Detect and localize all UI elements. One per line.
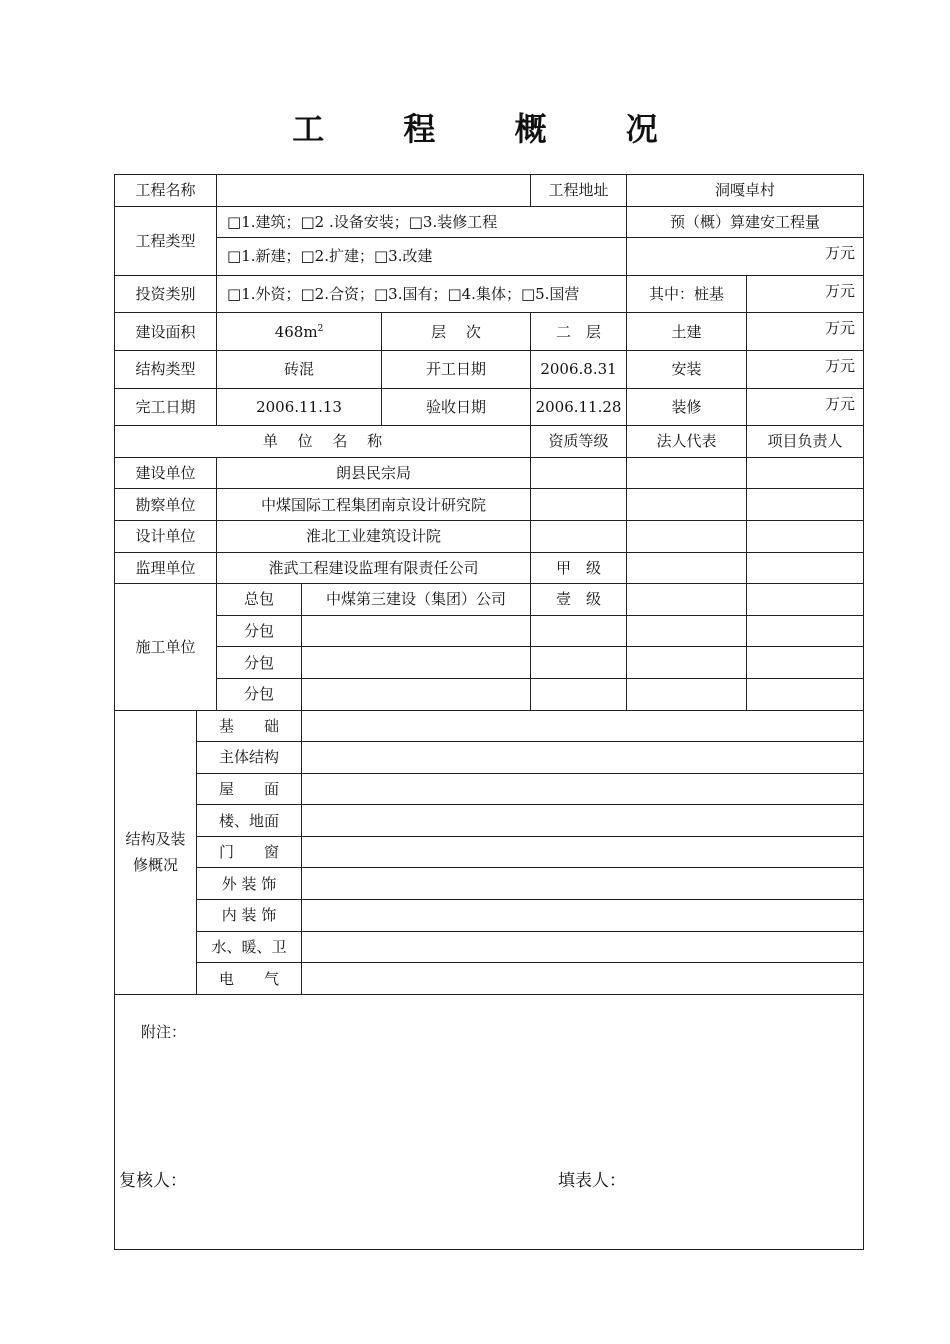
installation-unit[interactable]: 万元 [747,350,864,388]
design-unit-manager[interactable] [747,520,864,552]
building-area-label: 建设面积 [115,313,217,351]
structure-item-field[interactable] [302,836,864,868]
subcontractor-label: 分包 [217,678,302,710]
subcontractor-manager[interactable] [747,647,864,679]
structure-item-field[interactable] [302,710,864,742]
subcontractor-name[interactable] [302,615,531,647]
structure-item-label: 主体结构 [197,742,302,774]
survey-unit-qualification[interactable] [531,489,627,521]
decoration-label: 装修 [627,388,747,426]
civil-works-label: 土建 [627,313,747,351]
completion-date-value[interactable]: 2006.11.13 [217,388,382,426]
construction-unit-label: 施工单位 [115,584,217,710]
design-unit-qualification[interactable] [531,520,627,552]
design-unit-legal-rep[interactable] [627,520,747,552]
subcontractor-qualification[interactable] [531,678,627,710]
acceptance-date-label: 验收日期 [382,388,531,426]
start-date-label: 开工日期 [382,350,531,388]
project-name-label: 工程名称 [115,175,217,207]
project-type-options[interactable]: □1.建筑；□2 .设备安装；□3.装修工程 [217,206,627,238]
subcontractor-manager[interactable] [747,678,864,710]
structure-item-label: 电 气 [197,963,302,995]
general-contractor-manager[interactable] [747,584,864,616]
project-address-label: 工程地址 [531,175,627,207]
budget-unit[interactable]: 万元 [627,238,864,276]
pile-foundation-label: 其中：桩基 [627,275,747,313]
structure-item-field[interactable] [302,900,864,932]
notes-area[interactable] [115,994,864,1249]
structure-type-label: 结构类型 [115,350,217,388]
survey-unit-manager[interactable] [747,489,864,521]
construction-mode-options[interactable]: □1.新建；□2.扩建；□3.改建 [217,238,627,276]
structure-decoration-label: 结构及装修概况 [115,710,197,994]
acceptance-date-value[interactable]: 2006.11.28 [531,388,627,426]
survey-unit-name[interactable]: 中煤国际工程集团南京设计研究院 [217,489,531,521]
supervision-unit-label: 监理单位 [115,552,217,584]
investment-type-options[interactable]: □1.外资；□2.合资；□3.国有；□4.集体；□5.国营 [217,275,627,313]
subcontractor-qualification[interactable] [531,647,627,679]
design-unit-name[interactable]: 淮北工业建筑设计院 [217,520,531,552]
project-overview-table [114,174,864,1250]
subcontractor-label: 分包 [217,647,302,679]
area-superscript: 2 [317,323,324,334]
supervision-unit-manager[interactable] [747,552,864,584]
structure-item-label: 水、暖、卫 [197,931,302,963]
decoration-unit[interactable]: 万元 [747,388,864,426]
structure-item-label: 门 窗 [197,836,302,868]
general-contractor-qualification[interactable]: 壹 级 [531,584,627,616]
project-type-label: 工程类型 [115,206,217,275]
subcontractor-name[interactable] [302,647,531,679]
structure-item-field[interactable] [302,868,864,900]
budget-label: 预（概）算建安工程量 [627,206,864,238]
structure-item-field[interactable] [302,931,864,963]
floors-label: 层 次 [382,313,531,351]
structure-item-label: 外 装 饰 [197,868,302,900]
design-unit-label: 设计单位 [115,520,217,552]
structure-item-field[interactable] [302,963,864,995]
notes-label: 附注： [141,1022,187,1041]
unit-name-header: 单 位 名 称 [115,426,531,458]
general-contractor-name[interactable]: 中煤第三建设（集团）公司 [302,584,531,616]
project-manager-header: 项目负责人 [747,426,864,458]
subcontractor-name[interactable] [302,678,531,710]
build-unit-manager[interactable] [747,457,864,489]
installation-label: 安装 [627,350,747,388]
build-unit-legal-rep[interactable] [627,457,747,489]
completion-date-label: 完工日期 [115,388,217,426]
structure-item-label: 屋 面 [197,773,302,805]
structure-item-label: 内 装 饰 [197,900,302,932]
civil-works-unit[interactable]: 万元 [747,313,864,351]
project-address-field[interactable]: 洞嘎卓村 [627,175,864,207]
supervision-unit-name[interactable]: 淮武工程建设监理有限责任公司 [217,552,531,584]
legal-rep-header: 法人代表 [627,426,747,458]
structure-item-field[interactable] [302,742,864,774]
reviewer-label: 复核人： [119,1171,187,1191]
subcontractor-qualification[interactable] [531,615,627,647]
start-date-value[interactable]: 2006.8.31 [531,350,627,388]
survey-unit-label: 勘察单位 [115,489,217,521]
supervision-unit-qualification[interactable]: 甲 级 [531,552,627,584]
subcontractor-legal-rep[interactable] [627,615,747,647]
structure-item-field[interactable] [302,773,864,805]
investment-type-label: 投资类别 [115,275,217,313]
build-unit-name[interactable]: 朗县民宗局 [217,457,531,489]
build-unit-label: 建设单位 [115,457,217,489]
subcontractor-manager[interactable] [747,615,864,647]
structure-item-field[interactable] [302,805,864,837]
qualification-header: 资质等级 [531,426,627,458]
structure-item-label: 基 础 [197,710,302,742]
subcontractor-legal-rep[interactable] [627,678,747,710]
building-area-number: 468m [274,322,318,341]
floors-value[interactable]: 二 层 [531,313,627,351]
supervision-unit-legal-rep[interactable] [627,552,747,584]
page-title: 工 程 概 况 [292,110,692,148]
survey-unit-legal-rep[interactable] [627,489,747,521]
structure-item-label: 楼、地面 [197,805,302,837]
general-contractor-label: 总包 [217,584,302,616]
pile-foundation-unit[interactable]: 万元 [747,275,864,313]
general-contractor-legal-rep[interactable] [627,584,747,616]
build-unit-qualification[interactable] [531,457,627,489]
filler-label: 填表人： [558,1171,626,1191]
subcontractor-label: 分包 [217,615,302,647]
project-name-field[interactable] [217,175,531,207]
structure-type-value[interactable]: 砖混 [217,350,382,388]
subcontractor-legal-rep[interactable] [627,647,747,679]
building-area-value[interactable] [217,313,382,351]
